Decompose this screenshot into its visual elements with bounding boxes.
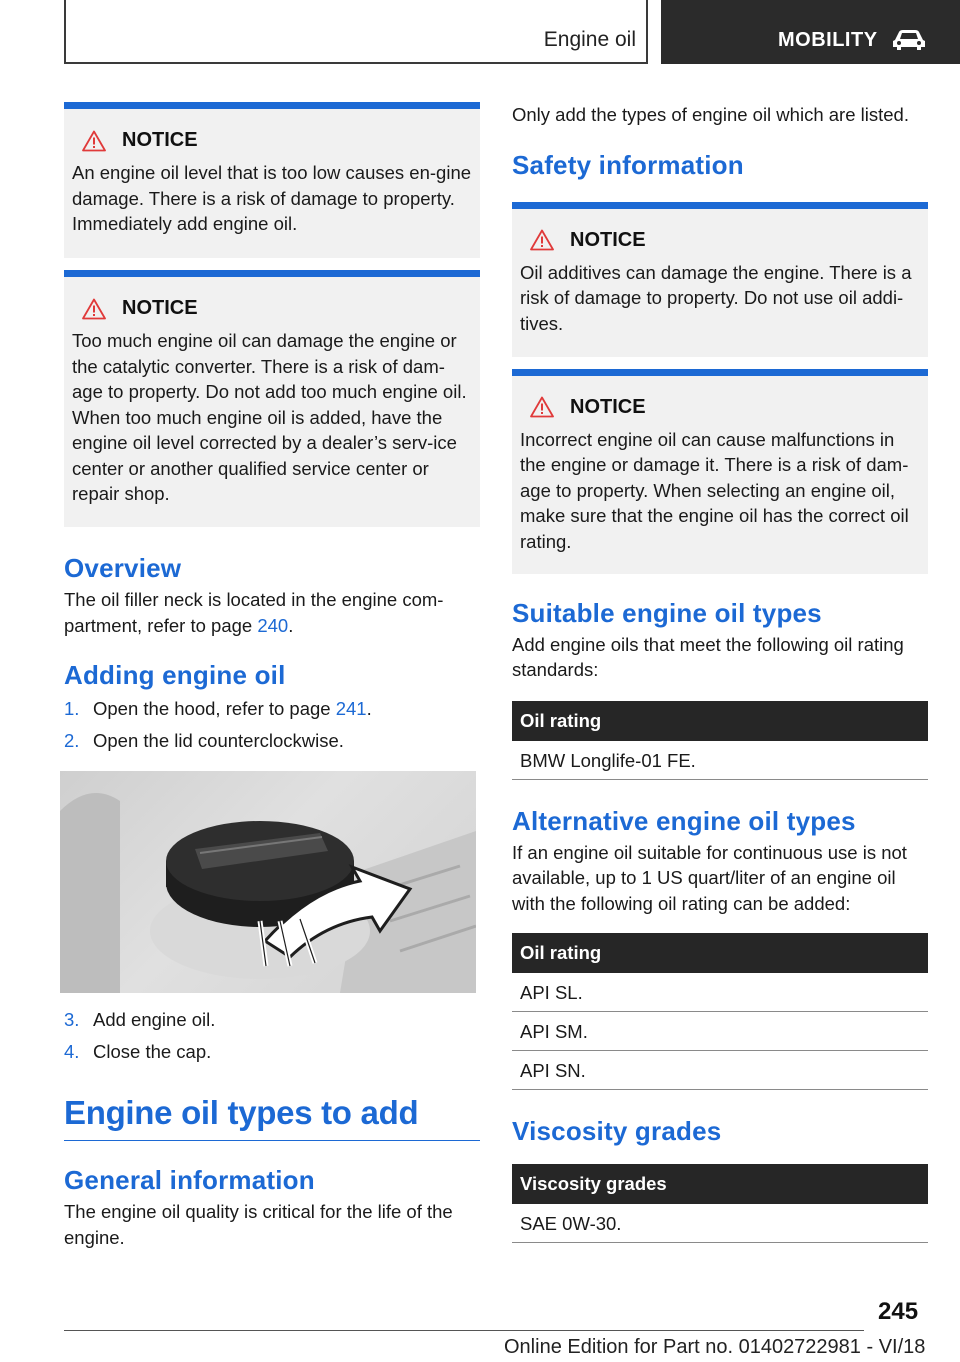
page-link[interactable]: 240	[257, 614, 289, 636]
page-number: 245	[878, 1298, 919, 1325]
suitable-text: Add engine oils that meet the following oil rating standards:	[512, 633, 904, 680]
notice-box	[512, 369, 928, 574]
table-row: BMW Longlife-01 FE.	[512, 741, 928, 780]
step-item	[64, 728, 480, 754]
table-header: Oil rating	[512, 701, 928, 741]
warning-icon	[82, 130, 106, 152]
step-text: Open the lid counterclockwise.	[93, 729, 344, 751]
step-number: 3.	[64, 1009, 80, 1030]
step-number: 1.	[64, 698, 80, 719]
viscosity-table	[512, 1164, 928, 1243]
chapter-tab[interactable]	[661, 0, 960, 64]
footer-divider	[64, 1330, 864, 1331]
step-item: 1. Open the hood, refer to page 241.	[64, 696, 480, 722]
table-row: SAE 0W-30.	[512, 1204, 928, 1243]
suitable-heading: Suitable engine oil types	[512, 597, 822, 628]
notice-text: Too much engine oil can damage the engine or the catalytic converter. There is a risk of dam‐age to property. Do not add too much engine oil. When too much engine oil is added, have the engine oil level corrected by a dealer’s serv‐ice center or another qualified service center or repair shop.	[72, 330, 467, 504]
notice-box	[64, 270, 480, 527]
notice-text: Oil additives can damage the engine. There is a risk of damage to property. Do not use oil addi‐tives.	[520, 261, 912, 334]
step-item	[64, 1039, 480, 1065]
viscosity-heading: Viscosity grades	[512, 1116, 722, 1146]
general-heading: General information	[64, 1165, 315, 1195]
notice-title: NOTICE	[122, 297, 198, 319]
edition-text: Online Edition for Part no. 01402722981 - VI/18	[504, 1336, 926, 1358]
table-row: API SM.	[512, 1012, 928, 1051]
step-item	[64, 1007, 480, 1033]
warning-icon	[82, 298, 106, 320]
alternative-text: If an engine oil suitable for continuous use is not available, up to 1 US quart/liter of an engine oil with the following oil rating can be added:	[512, 841, 907, 914]
warning-icon	[530, 229, 554, 251]
left-column	[64, 102, 480, 1250]
section-title: Engine oil	[543, 28, 636, 51]
notice-title: NOTICE	[570, 395, 646, 418]
types-heading: Engine oil types to add	[64, 1094, 480, 1141]
notice-text: An engine oil level that is too low causes en‐gine damage. There is a risk of damage to property. Immediately add engine oil.	[72, 162, 472, 234]
step-number: 2.	[64, 729, 80, 751]
chapter-title: MOBILITY	[778, 29, 878, 51]
warning-icon	[530, 396, 554, 418]
table-row: API SN.	[512, 1051, 928, 1090]
step-text: Add engine oil.	[93, 1009, 216, 1030]
notice-box	[512, 202, 928, 357]
oil-cap-illustration	[60, 771, 476, 993]
adding-heading: Adding engine oil	[64, 660, 286, 690]
alternative-table	[512, 933, 928, 1090]
car-icon	[891, 28, 927, 52]
alternative-heading: Alternative engine oil types	[512, 805, 856, 836]
page-link[interactable]: 241	[335, 698, 367, 719]
suitable-table	[512, 701, 928, 780]
oil-cap-photo	[60, 771, 476, 993]
overview-text: The oil filler neck is located in the engine com‐partment, refer to page 240.	[64, 589, 444, 636]
table-row: API SL.	[512, 973, 928, 1012]
right-column	[512, 102, 928, 1243]
general-text: The engine oil quality is critical for the life of the engine.	[64, 1201, 453, 1248]
notice-text: Incorrect engine oil can cause malfunctions in the engine or damage it. There is a risk of dam‐age to property. When selecting an engine oil, make sure that the engine oil has the correct oil rating.	[520, 428, 909, 552]
notice-title: NOTICE	[570, 228, 646, 251]
notice-title: NOTICE	[122, 129, 198, 151]
notice-box	[64, 102, 480, 258]
intro-text: Only add the types of engine oil which are listed.	[512, 104, 909, 125]
step-number: 4.	[64, 1040, 80, 1062]
safety-heading: Safety information	[512, 149, 744, 180]
overview-heading: Overview	[64, 553, 182, 583]
table-header: Viscosity grades	[512, 1164, 928, 1204]
step-text: Close the cap.	[93, 1040, 212, 1062]
table-header: Oil rating	[512, 933, 928, 973]
